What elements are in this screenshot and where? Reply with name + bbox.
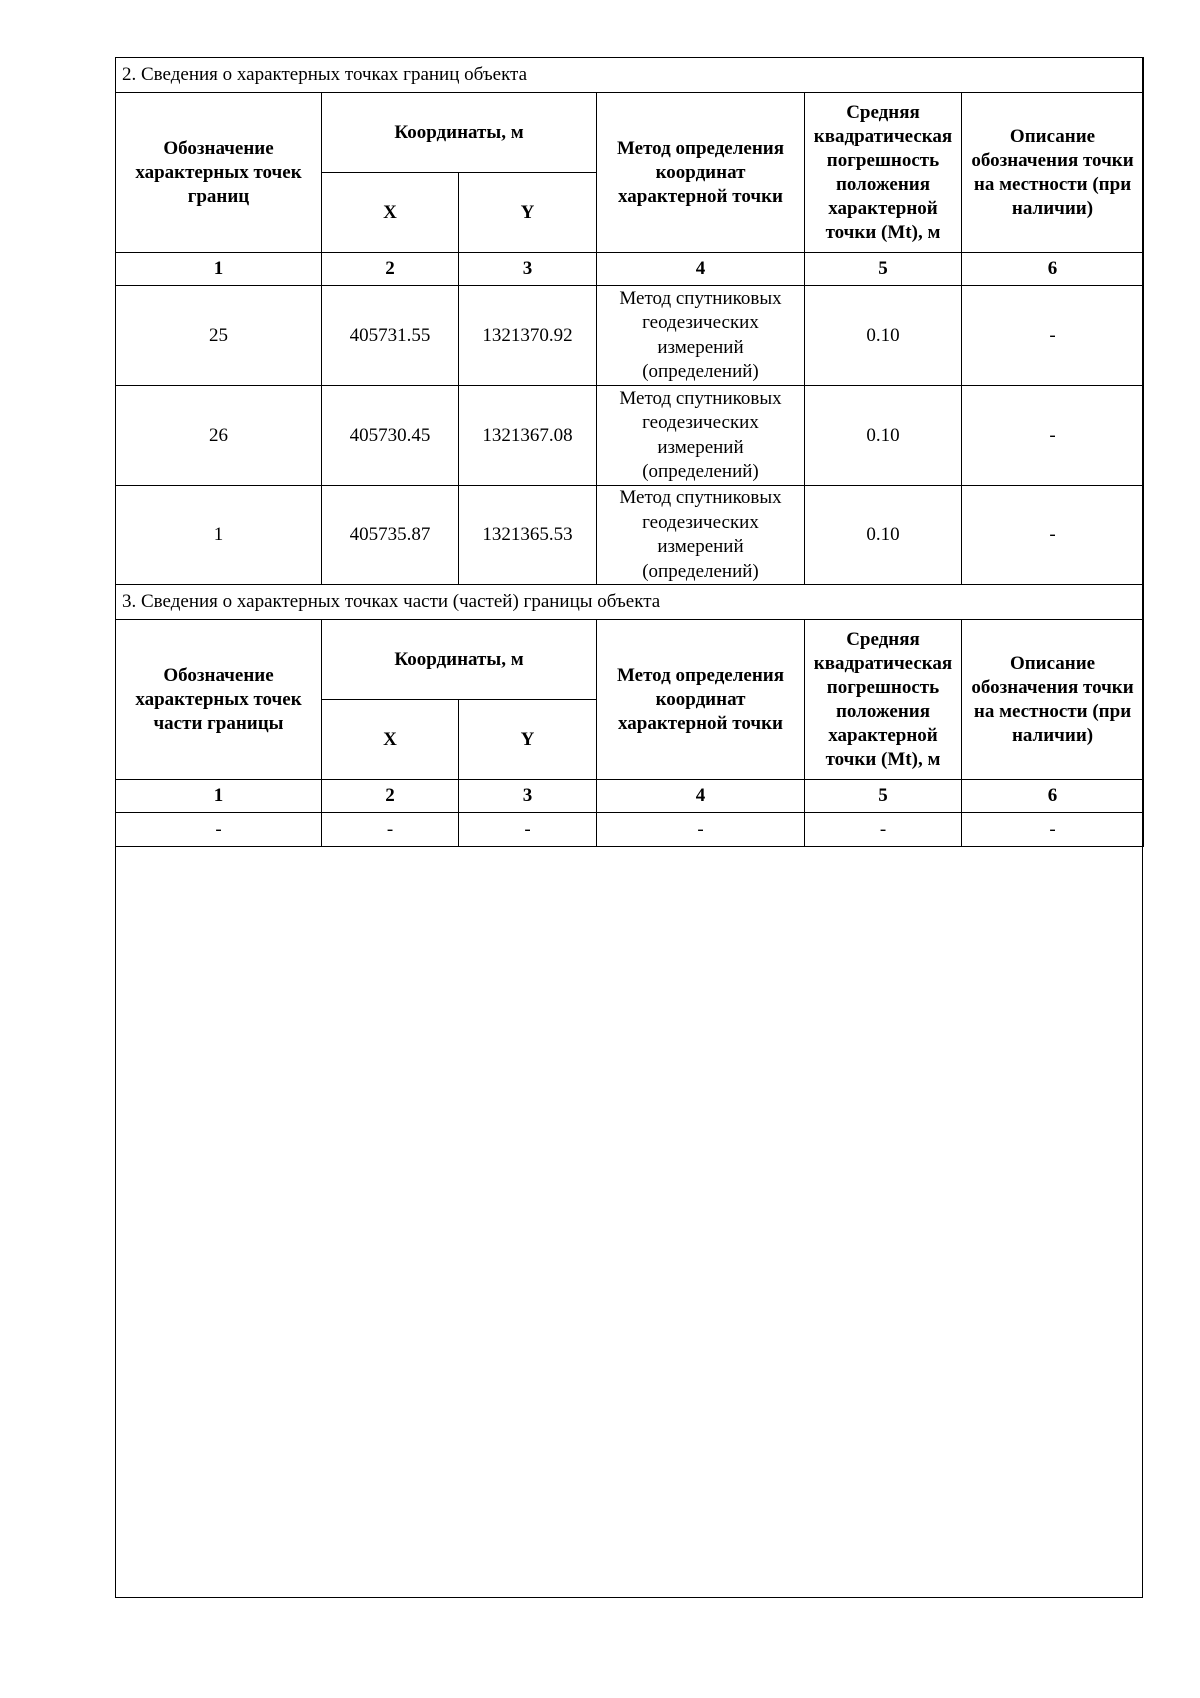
header-coordinates: Координаты, м	[322, 93, 597, 173]
x-cell: -	[322, 813, 459, 847]
header-point-designation: Обозначение характерных точек границ	[116, 93, 322, 253]
header-coordinates: Координаты, м	[322, 620, 597, 700]
header-method: Метод определения координат характерной точки	[597, 93, 805, 253]
method-cell: Метод спутниковых геодезических измерений (определений)	[597, 286, 805, 386]
method-cell: Метод спутниковых геодезических измерений (определений)	[597, 486, 805, 585]
point-cell: -	[116, 813, 322, 847]
point-cell: 25	[116, 286, 322, 386]
column-number: 2	[322, 780, 459, 813]
header-method: Метод определения координат характерной точки	[597, 620, 805, 780]
y-cell: 1321365.53	[459, 486, 597, 585]
column-number: 6	[962, 780, 1144, 813]
error-cell: 0.10	[805, 486, 962, 585]
description-cell: -	[962, 286, 1144, 386]
column-number: 4	[597, 780, 805, 813]
error-cell: -	[805, 813, 962, 847]
y-cell: -	[459, 813, 597, 847]
method-cell: Метод спутниковых геодезических измерений (определений)	[597, 386, 805, 486]
column-number: 4	[597, 253, 805, 286]
column-number: 3	[459, 780, 597, 813]
x-cell: 405730.45	[322, 386, 459, 486]
header-description: Описание обозначения точки на местности (при наличии)	[962, 93, 1144, 253]
header-y: Y	[459, 173, 597, 253]
column-numbers-row	[116, 253, 1144, 286]
x-cell: 405731.55	[322, 286, 459, 386]
column-number: 5	[805, 780, 962, 813]
column-number: 2	[322, 253, 459, 286]
column-number: 6	[962, 253, 1144, 286]
section2-title: 2. Сведения о характерных точках границ объекта	[116, 58, 1144, 93]
column-number: 1	[116, 780, 322, 813]
header-error: Средняя квадратическая погрешность положения характерной точки (Mt), м	[805, 93, 962, 253]
section2-table	[115, 57, 1144, 585]
x-cell: 405735.87	[322, 486, 459, 585]
y-cell: 1321370.92	[459, 286, 597, 386]
column-numbers-row	[116, 780, 1144, 813]
section3-table	[115, 584, 1144, 847]
table-row	[116, 386, 1144, 486]
header-x: X	[322, 173, 459, 253]
error-cell: 0.10	[805, 386, 962, 486]
point-cell: 26	[116, 386, 322, 486]
column-number: 3	[459, 253, 597, 286]
description-cell: -	[962, 813, 1144, 847]
header-y: Y	[459, 700, 597, 780]
header-error: Средняя квадратическая погрешность положения характерной точки (Mt), м	[805, 620, 962, 780]
method-cell: -	[597, 813, 805, 847]
table-row	[116, 813, 1144, 847]
header-description: Описание обозначения точки на местности (при наличии)	[962, 620, 1144, 780]
header-x: X	[322, 700, 459, 780]
description-cell: -	[962, 386, 1144, 486]
y-cell: 1321367.08	[459, 386, 597, 486]
point-cell: 1	[116, 486, 322, 585]
section3-title: 3. Сведения о характерных точках части (частей) границы объекта	[116, 585, 1144, 620]
description-cell: -	[962, 486, 1144, 585]
header-point-designation: Обозначение характерных точек части границы	[116, 620, 322, 780]
column-number: 1	[116, 253, 322, 286]
table-row	[116, 286, 1144, 386]
column-number: 5	[805, 253, 962, 286]
error-cell: 0.10	[805, 286, 962, 386]
table-row	[116, 486, 1144, 585]
